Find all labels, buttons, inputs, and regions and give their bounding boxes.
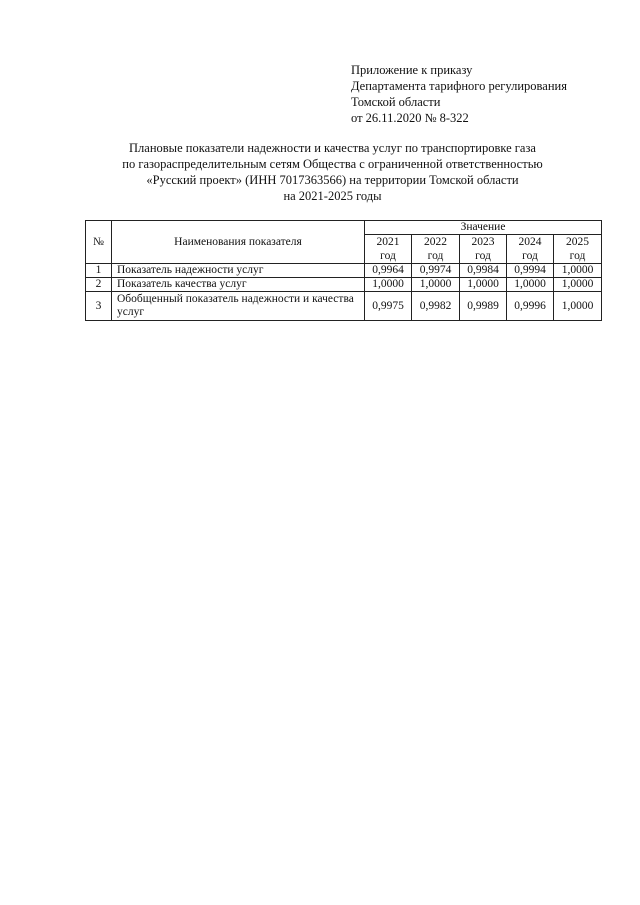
- year-unit: год: [427, 250, 444, 262]
- value-cell: 1,0000: [460, 278, 507, 292]
- value-cell: 1,0000: [412, 278, 460, 292]
- year-label: 2022: [424, 236, 447, 248]
- header-year-2023: [460, 235, 507, 264]
- title-line: на 2021-2025 годы: [283, 189, 382, 203]
- appendix-date-line: от 26.11.2020 № 8-322: [351, 111, 469, 125]
- indicators-table: [85, 220, 602, 321]
- appendix-line: Департамента тарифного регулирования: [351, 79, 567, 93]
- header-num: №: [86, 221, 112, 264]
- value-cell: 0,9984: [460, 264, 507, 278]
- header-row: [86, 221, 602, 235]
- row-name: Показатель качества услуг: [112, 278, 365, 292]
- appendix-line: Приложение к приказу: [351, 63, 473, 77]
- year-unit: год: [380, 250, 396, 262]
- title-line: «Русский проект» (ИНН 7017363566) на территории Томской области: [146, 173, 519, 187]
- header-value-group: Значение: [365, 221, 602, 235]
- header-year-2025: [554, 235, 602, 264]
- header-year-2021: [365, 235, 412, 264]
- value-cell: 0,9974: [412, 264, 460, 278]
- value-cell: 0,9975: [365, 292, 412, 321]
- value-cell: 1,0000: [554, 264, 602, 278]
- value-cell: 0,9996: [507, 292, 554, 321]
- year-label: 2021: [376, 236, 400, 248]
- row-num: 2: [86, 278, 112, 292]
- row-name: Обобщенный показатель надежности и качества услуг: [112, 292, 365, 321]
- table-row: [86, 292, 602, 321]
- year-label: 2025: [566, 236, 590, 248]
- row-num: 3: [86, 292, 112, 321]
- year-unit: год: [569, 250, 586, 262]
- title-line: по газораспределительным сетям Общества с ограниченной ответственностью: [122, 157, 543, 171]
- year-label: 2024: [518, 236, 542, 248]
- header-year-2024: [507, 235, 554, 264]
- appendix-line: Томской области: [351, 95, 441, 109]
- appendix-block: [351, 62, 567, 126]
- row-num: 1: [86, 264, 112, 278]
- header-name: Наименования показателя: [112, 221, 365, 264]
- header-year-2022: [412, 235, 460, 264]
- year-unit: год: [522, 250, 538, 262]
- row-name: Показатель надежности услуг: [112, 264, 365, 278]
- document-title: [60, 140, 605, 204]
- value-cell: 1,0000: [554, 278, 602, 292]
- value-cell: 1,0000: [507, 278, 554, 292]
- year-label: 2023: [471, 236, 495, 248]
- title-line: Плановые показатели надежности и качества услуг по транспортировке газа: [129, 141, 536, 155]
- table-row: [86, 264, 602, 278]
- year-unit: год: [475, 250, 491, 262]
- value-cell: 0,9982: [412, 292, 460, 321]
- value-cell: 1,0000: [365, 278, 412, 292]
- value-cell: 0,9964: [365, 264, 412, 278]
- table-row: [86, 278, 602, 292]
- value-cell: 0,9994: [507, 264, 554, 278]
- value-cell: 0,9989: [460, 292, 507, 321]
- value-cell: 1,0000: [554, 292, 602, 321]
